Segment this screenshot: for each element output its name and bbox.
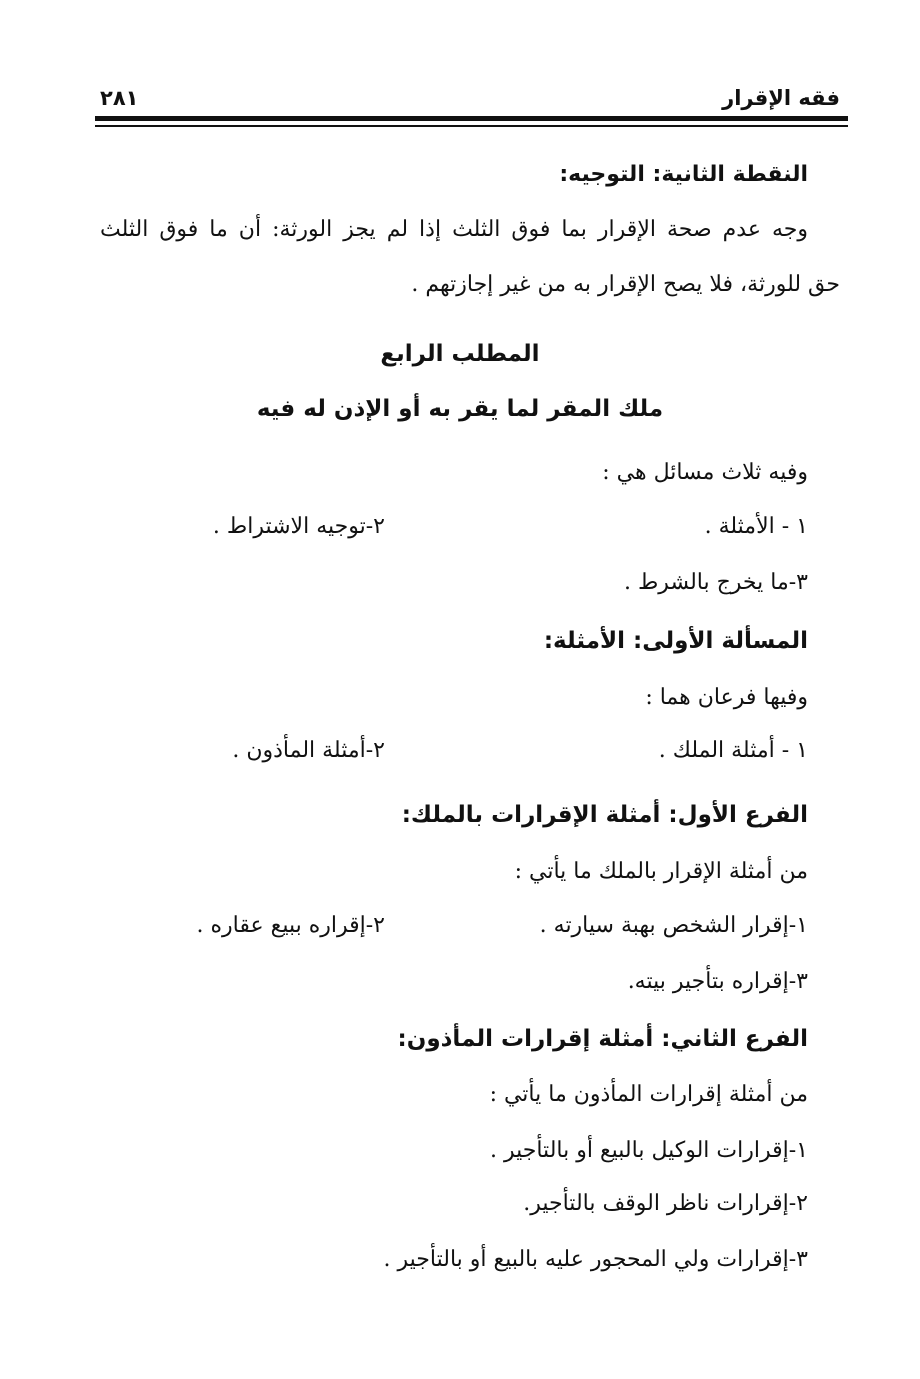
page-number: ٢٨١ (100, 86, 139, 110)
intro-item-3: ٣-ما يخرج بالشرط . (623, 570, 808, 595)
header-rule-thin (95, 125, 848, 127)
intro-item-1: ١ - الأمثلة . (704, 514, 808, 539)
branch2-item-2: ٢-إقرارات ناظر الوقف بالتأجير. (523, 1191, 808, 1216)
section-title: المطلب الرابع (380, 341, 540, 367)
branch2-heading: الفرع الثاني: أمثلة إقرارات المأذون: (397, 1026, 808, 1052)
branch2-item-1: ١-إقرارات الوكيل بالبيع أو بالتأجير . (489, 1138, 808, 1163)
running-header-title: فقه الإقرار (722, 86, 840, 110)
branch2-intro: من أمثلة إقرارات المأذون ما يأتي : (489, 1082, 808, 1107)
branch1-intro: من أمثلة الإقرار بالملك ما يأتي : (514, 859, 808, 884)
section-intro: وفيه ثلاث مسائل هي : (602, 460, 808, 485)
question1-item-1: ١ - أمثلة الملك . (658, 738, 808, 763)
question1-heading: المسألة الأولى: الأمثلة: (543, 628, 808, 654)
branch2-item-3: ٣-إقرارات ولي المحجور عليه بالبيع أو بالتأجير . (383, 1247, 808, 1272)
point2-paragraph-line1: وجه عدم صحة الإقرار بما فوق الثلث إذا لم يجز الورثة: أن ما فوق الثلث (100, 217, 808, 242)
branch1-heading: الفرع الأول: أمثلة الإقرارات بالملك: (401, 802, 808, 828)
intro-item-2: ٢-توجيه الاشتراط . (212, 514, 385, 539)
section-subtitle: ملك المقر لما يقر به أو الإذن له فيه (256, 396, 664, 422)
branch1-item-1: ١-إقرار الشخص بهبة سيارته . (539, 913, 808, 938)
point2-heading: النقطة الثانية: التوجيه: (559, 162, 808, 187)
branch1-item-3: ٣-إقراره بتأجير بيته. (627, 969, 808, 994)
header-rule-thick (95, 116, 848, 121)
question1-intro: وفيها فرعان هما : (645, 685, 808, 710)
branch1-item-2: ٢-إقراره ببيع عقاره . (196, 913, 385, 938)
question1-item-2: ٢-أمثلة المأذون . (232, 738, 385, 763)
point2-paragraph-line2: حق للورثة، فلا يصح الإقرار به من غير إجازتهم . (411, 272, 840, 297)
